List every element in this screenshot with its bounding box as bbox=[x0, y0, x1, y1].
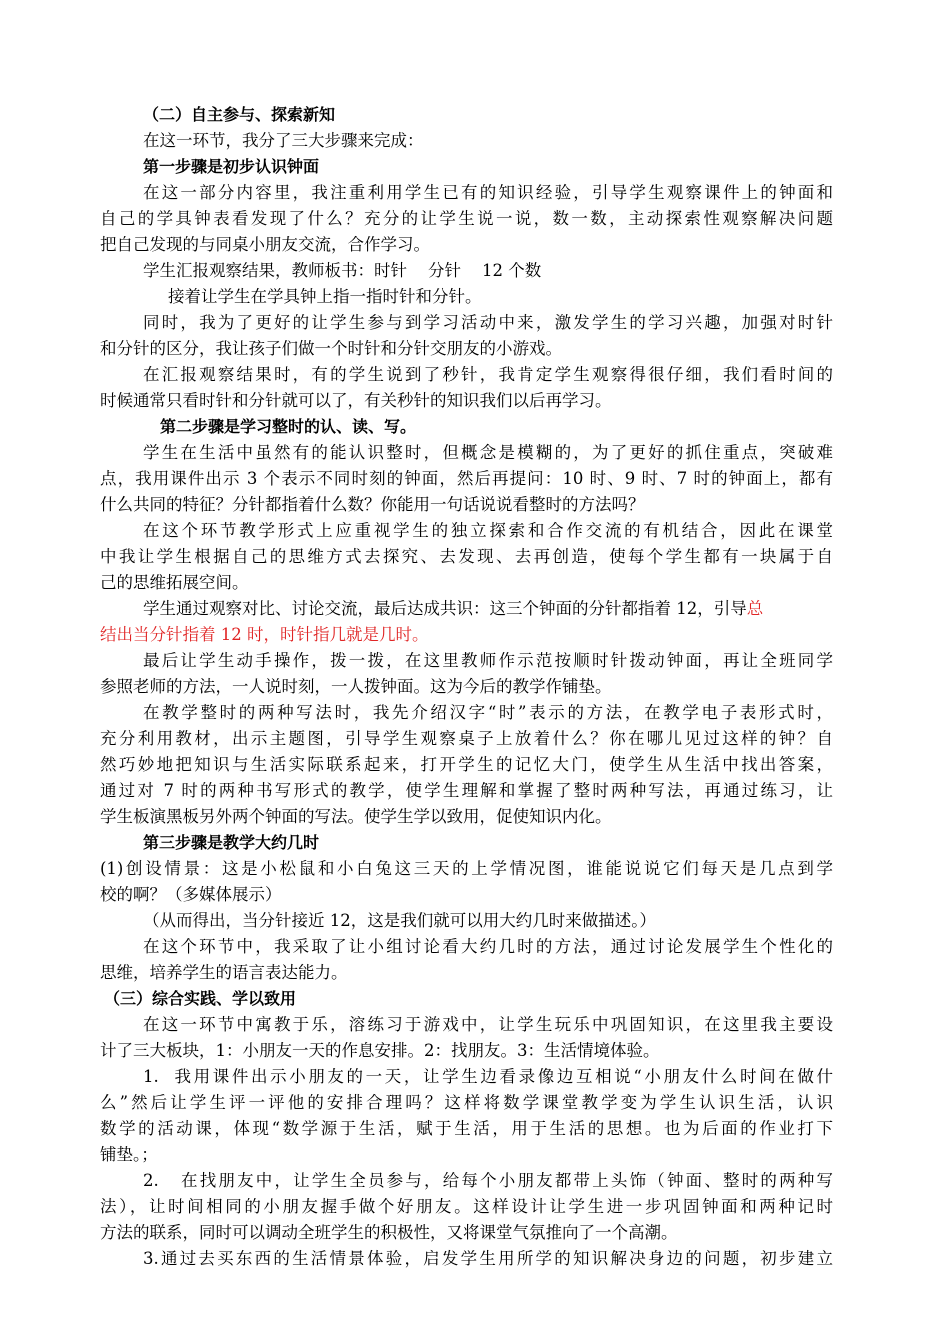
paragraph-line: 在这一环节，我分了三大步骤来完成： bbox=[143, 131, 424, 150]
paragraph-line: 参照老师的方法，一人说时刻，一人拨钟面。这为今后的教学作铺垫。 bbox=[100, 677, 612, 696]
text-run: 学生通过观察对比、讨论交流，最后达成共识：这三个钟面的分针都指着 12，引导 bbox=[143, 599, 747, 618]
paragraph-line: 在这个环节教学形式上应重视学生的独立探索和合作交流的有机结合，因此在课堂 bbox=[143, 521, 833, 540]
paragraph-line: 在这个环节中，我采取了让小组讨论看大约几时的方法，通过讨论发展学生个性化的 bbox=[143, 937, 833, 956]
paragraph-line bbox=[143, 596, 833, 622]
paragraph-line: 学生汇报观察结果，教师板书：时针 分针 12 个数 bbox=[143, 261, 542, 280]
section-heading-2: （二）自主参与、探索新知 bbox=[143, 105, 336, 124]
highlight-text: 总 bbox=[746, 599, 764, 618]
paragraph-line: 把自己发现的与同桌小朋友交流，合作学习。 bbox=[100, 235, 430, 254]
paragraph-line: 什么共同的特征？分针都指着什么数？你能用一句话说说看整时的方法吗？ bbox=[100, 495, 645, 514]
step-heading-2: 第二步骤是学习整时的认、读、写。 bbox=[160, 417, 417, 436]
paragraph-line: 在这一部分内容里，我注重利用学生已有的知识经验，引导学生观察课件上的钟面和 bbox=[143, 183, 833, 202]
paragraph-line: 在这一环节中寓教于乐，溶练习于游戏中，让学生玩乐中巩固知识，在这里我主要设 bbox=[143, 1015, 833, 1034]
paragraph-line: 最后让学生动手操作，拨一拨，在这里教师作示范按顺时针拨动钟面，再让全班同学 bbox=[143, 651, 833, 670]
paragraph-line: (1)创设情景：这是小松鼠和小白兔这三天的上学情况图，谁能说说它们每天是几点到学 bbox=[100, 859, 833, 878]
paragraph-line: 和分针的区分，我让孩子们做一个时针和分针交朋友的小游戏。 bbox=[100, 339, 562, 358]
step-heading-3: 第三步骤是教学大约几时 bbox=[143, 833, 320, 852]
highlight-text: 结出当分针指着 12 时，时针指几就是几时。 bbox=[100, 625, 429, 644]
paragraph-line: 铺垫。； bbox=[100, 1145, 158, 1164]
paragraph-line: 同时，我为了更好的让学生参与到学习活动中来，激发学生的学习兴趣，加强对时针 bbox=[143, 313, 833, 332]
paragraph-line: 学生板演黑板另外两个钟面的写法。使学生学以致用，促使知识内化。 bbox=[100, 807, 612, 826]
paragraph-line: 1. 我用课件出示小朋友的一天，让学生边看录像边互相说“小朋友什么时间在做什 bbox=[143, 1067, 833, 1086]
paragraph-line: 充分利用教材，出示主题图，引导学生观察桌子上放着什么？你在哪儿见过这样的钟？自 bbox=[100, 729, 833, 748]
paragraph-line: 么”然后让学生评一评他的安排合理吗？这样将数学课堂教学变为学生认识生活，认识 bbox=[100, 1093, 833, 1112]
paragraph-line: 在汇报观察结果时，有的学生说到了秒针，我肯定学生观察得很仔细，我们看时间的 bbox=[143, 365, 833, 384]
paragraph-line: 中我让学生根据自己的思维方式去探究、去发现、去再创造，使每个学生都有一块属于自 bbox=[100, 547, 833, 566]
paragraph-line: 3.通过去买东西的生活情景体验，启发学生用所学的知识解决身边的问题，初步建立 bbox=[143, 1249, 833, 1268]
paragraph-line: 思维，培养学生的语言表达能力。 bbox=[100, 963, 348, 982]
paragraph-line: 通过对 7 时的两种书写形式的教学，使学生理解和掌握了整时两种写法，再通过练习，让 bbox=[100, 781, 833, 800]
paragraph-line: 时候通常只看时针和分针就可以了，有关秒针的知识我们以后再学习。 bbox=[100, 391, 612, 410]
paragraph-line: 己的思维拓展空间。 bbox=[100, 573, 249, 592]
paragraph-line: 接着让学生在学具钟上指一指时针和分针。 bbox=[168, 287, 482, 306]
section-heading-3: （三）综合实践、学以致用 bbox=[104, 989, 297, 1008]
paragraph-line: 校的啊？（多媒体展示） bbox=[100, 885, 282, 904]
paragraph-line: （从而得出，当分针接近 12，这是我们就可以用大约几时来做描述。） bbox=[143, 911, 656, 930]
paragraph-line: 方法的联系，同时可以调动全班学生的积极性，又将课堂气氛推向了一个高潮。 bbox=[100, 1223, 678, 1242]
paragraph-line: 点，我用课件出示 3 个表示不同时刻的钟面，然后再提问：10 时、9 时、7 时的钟面上，都有 bbox=[100, 469, 833, 488]
paragraph-line: 计了三大板块，1：小朋友一天的作息安排。2：找朋友。3：生活情境体验。 bbox=[100, 1041, 660, 1060]
step-heading-1: 第一步骤是初步认识钟面 bbox=[143, 157, 320, 176]
paragraph-line: 自己的学具钟表看发现了什么？充分的让学生说一说，数一数，主动探索性观察解决问题 bbox=[100, 209, 833, 228]
paragraph-line: 数学的活动课，体现“数学源于生活，赋于生活，用于生活的思想。也为后面的作业打下 bbox=[100, 1119, 833, 1138]
paragraph-line: 2. 在找朋友中，让学生全员参与，给每个小朋友都带上头饰（钟面、整时的两种写 bbox=[143, 1171, 833, 1190]
paragraph-line: 学生在生活中虽然有的能认识整时，但概念是模糊的，为了更好的抓住重点，突破难 bbox=[143, 443, 833, 462]
paragraph-line: 在教学整时的两种写法时，我先介绍汉字“时”表示的方法，在教学电子表形式时， bbox=[143, 703, 833, 722]
paragraph-line: 法），让时间相同的小朋友握手做个好朋友。这样设计让学生进一步巩固钟面和两种记时 bbox=[100, 1197, 833, 1216]
paragraph-line: 然巧妙地把知识与生活实际联系起来，打开学生的记忆大门，使学生从生活中找出答案， bbox=[100, 755, 833, 774]
